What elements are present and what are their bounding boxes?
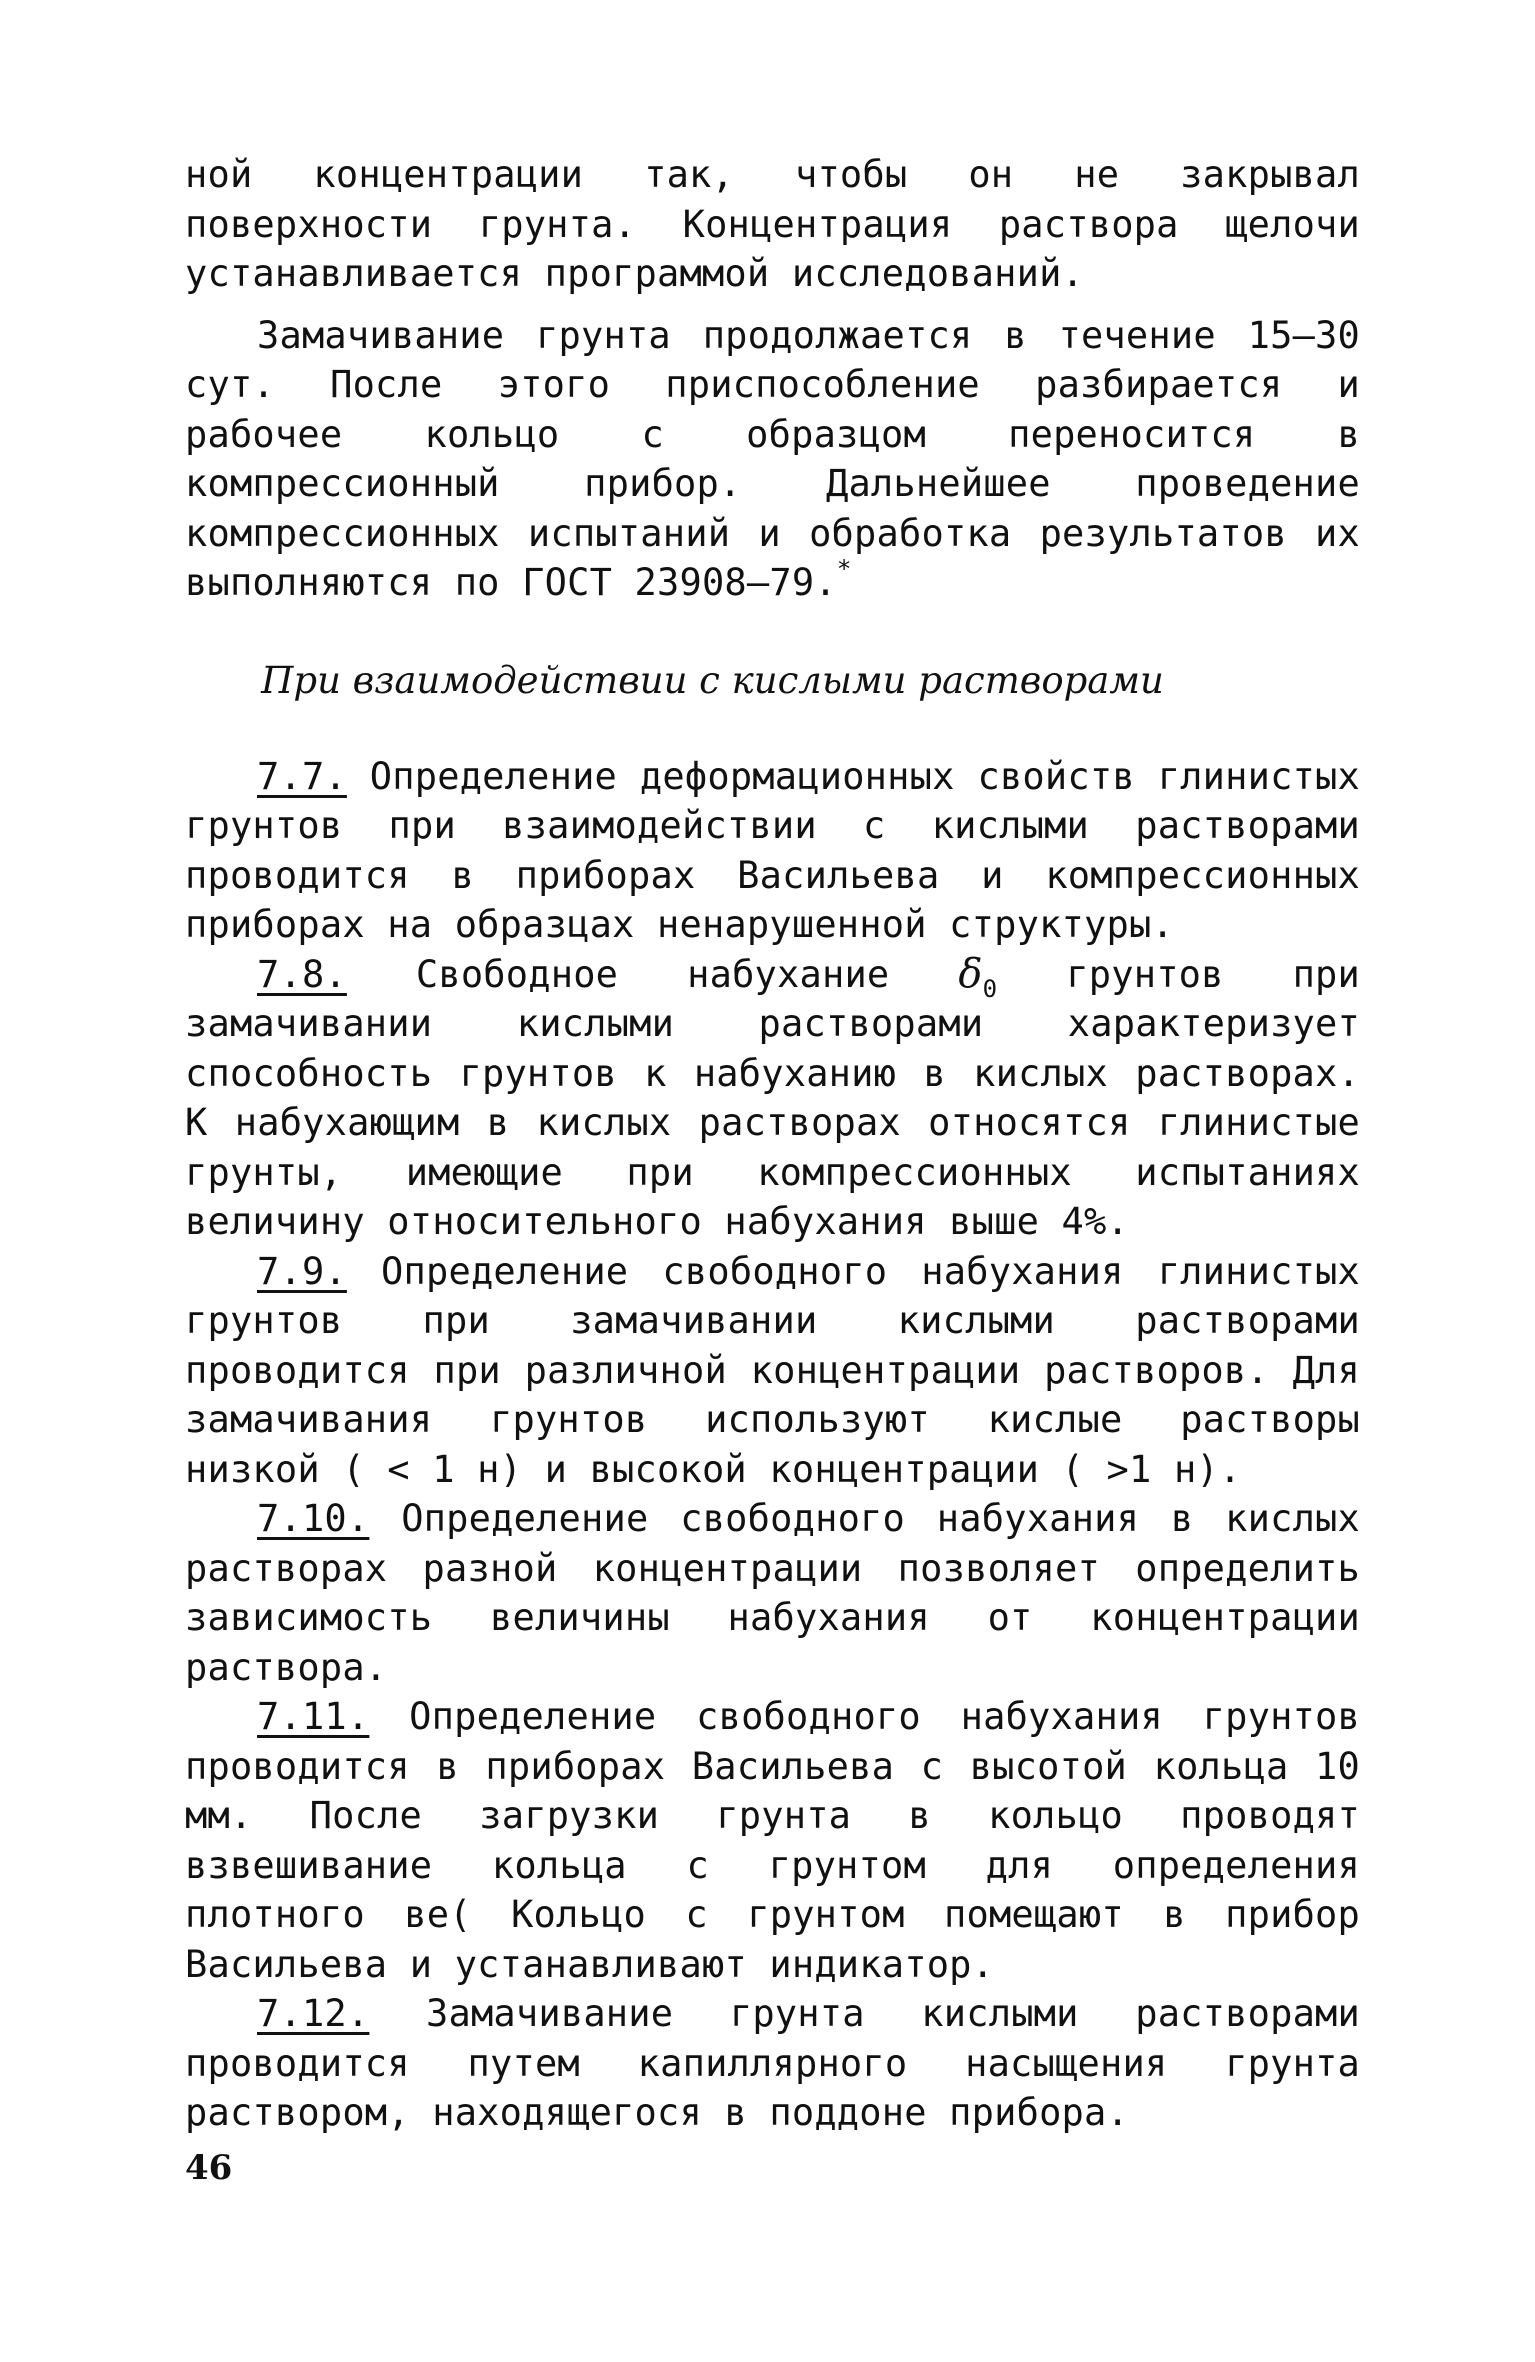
clause-7-9 <box>185 1247 1360 1495</box>
paragraph-continued: ной концентрации так, чтобы он не закрывал поверхности грунта. Концентрация раствора щелочи устанавливается программой исследований. <box>185 153 1360 295</box>
clause-7-8 <box>185 950 1360 1247</box>
clause-text: Замачивание грунта кислыми растворами проводится путем капиллярного насыщения грунта раствором, находящегося в поддоне прибора. <box>185 1992 1360 2134</box>
clause-text: Определение свободного набухания глинистых грунтов при замачивании кислыми растворами проводится при различной концентрации растворов. Для замачивания грунтов используют кислые растворы низкой ( < 1 н) и высокой концентрации ( >1 н). <box>185 1249 1360 1491</box>
page-body <box>185 150 1360 2138</box>
section-heading: При взаимодействии с кислыми растворами <box>261 658 1164 702</box>
clause-text: Определение деформационных свойств глинистых грунтов при взаимодействии с кислыми растворами проводится в приборах Васильева и компрессионных приборах на образцах ненарушенной структуры. <box>185 754 1360 946</box>
clause-number: 7.11. <box>257 1695 370 1738</box>
footnote-mark: * <box>836 555 852 583</box>
paragraph-soaking <box>185 311 1360 608</box>
clause-number: 7.7. <box>257 754 347 798</box>
clause-7-12 <box>185 1989 1360 2138</box>
clause-text: Свободное набухание <box>415 952 890 996</box>
page-number: 46 <box>185 2148 233 2188</box>
clause-number: 7.12. <box>257 1992 370 2035</box>
clause-number: 7.10. <box>257 1497 370 1540</box>
clause-text: Определение свободного набухания грунтов проводится в приборах Васильева с высотой кольца 10 мм. После загрузки грунта в кольцо проводят взвешивание кольца с грунтом для определения плотного ве( Кольцо с грунтом помещают в прибор Васильева и устанавливают индикатор. <box>185 1695 1360 1986</box>
swelling-symbol: δ <box>958 950 983 997</box>
paragraph-soaking-text: Замачивание грунта продолжается в течение 15–30 сут. После этого приспособление разбирается и рабочее кольцо с образцом переносится в компрессионный прибор. Дальнейшее проведение компрессионных испытаний и обработка результатов их выполняются по ГОСТ 23908–79. <box>185 313 1360 604</box>
clause-7-11 <box>185 1692 1360 1989</box>
swelling-symbol-subscript: 0 <box>982 974 998 1003</box>
clause-text: Определение свободного набухания в кислых растворах разной концентрации позволяет определить зависимость величины набухания от концентрации раствора. <box>185 1497 1361 1689</box>
clause-7-10 <box>185 1494 1360 1692</box>
clause-number: 7.8. <box>257 952 347 996</box>
clause-text-continued: грунтов при замачивании кислыми растворами характеризует способность грунтов к набуханию в кислых растворах. К набухающим в кислых растворах относятся глинистые грунты, имеющие при компрессионных испытаниях величину относительного набухания выше 4%. <box>185 952 1361 1243</box>
clause-number: 7.9. <box>257 1249 347 1293</box>
clause-7-7 <box>185 752 1360 950</box>
